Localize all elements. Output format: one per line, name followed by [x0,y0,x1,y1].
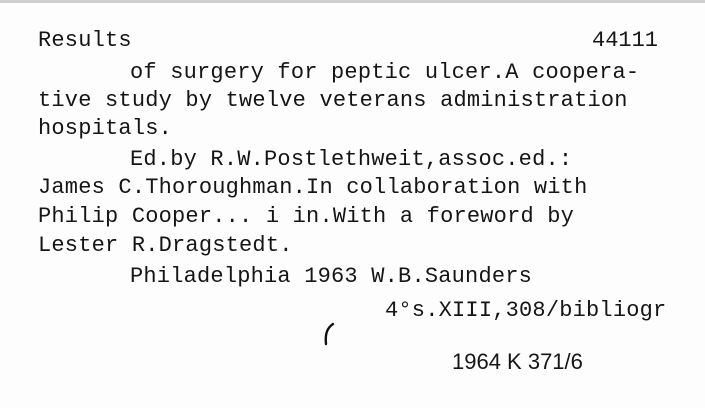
title-line-2: tive study by twelve veterans administration [38,88,628,113]
card-top-edge [0,0,705,3]
shelf-reference: 1964 K 371/6 [452,349,583,374]
editors-line-1: Ed.by R.W.Postlethweit,assoc.ed.: [130,147,573,172]
call-number: 44111 [592,28,659,53]
editors-line-2: James C.Thoroughman.In collaboration with [38,175,588,200]
title-line-1: of surgery for peptic ulcer.A coopera- [130,60,640,85]
collation-line: 4°s.XIII,308/bibliogr [385,298,667,323]
imprint-line: Philadelphia 1963 W.B.Saunders [130,264,533,289]
editors-line-3: Philip Cooper... i in.With a foreword by [38,204,575,229]
card-heading: Results [38,28,132,53]
editors-line-4: Lester R.Dragstedt. [38,233,293,258]
title-line-3: hospitals. [38,116,173,141]
pencil-mark-icon [322,322,336,348]
